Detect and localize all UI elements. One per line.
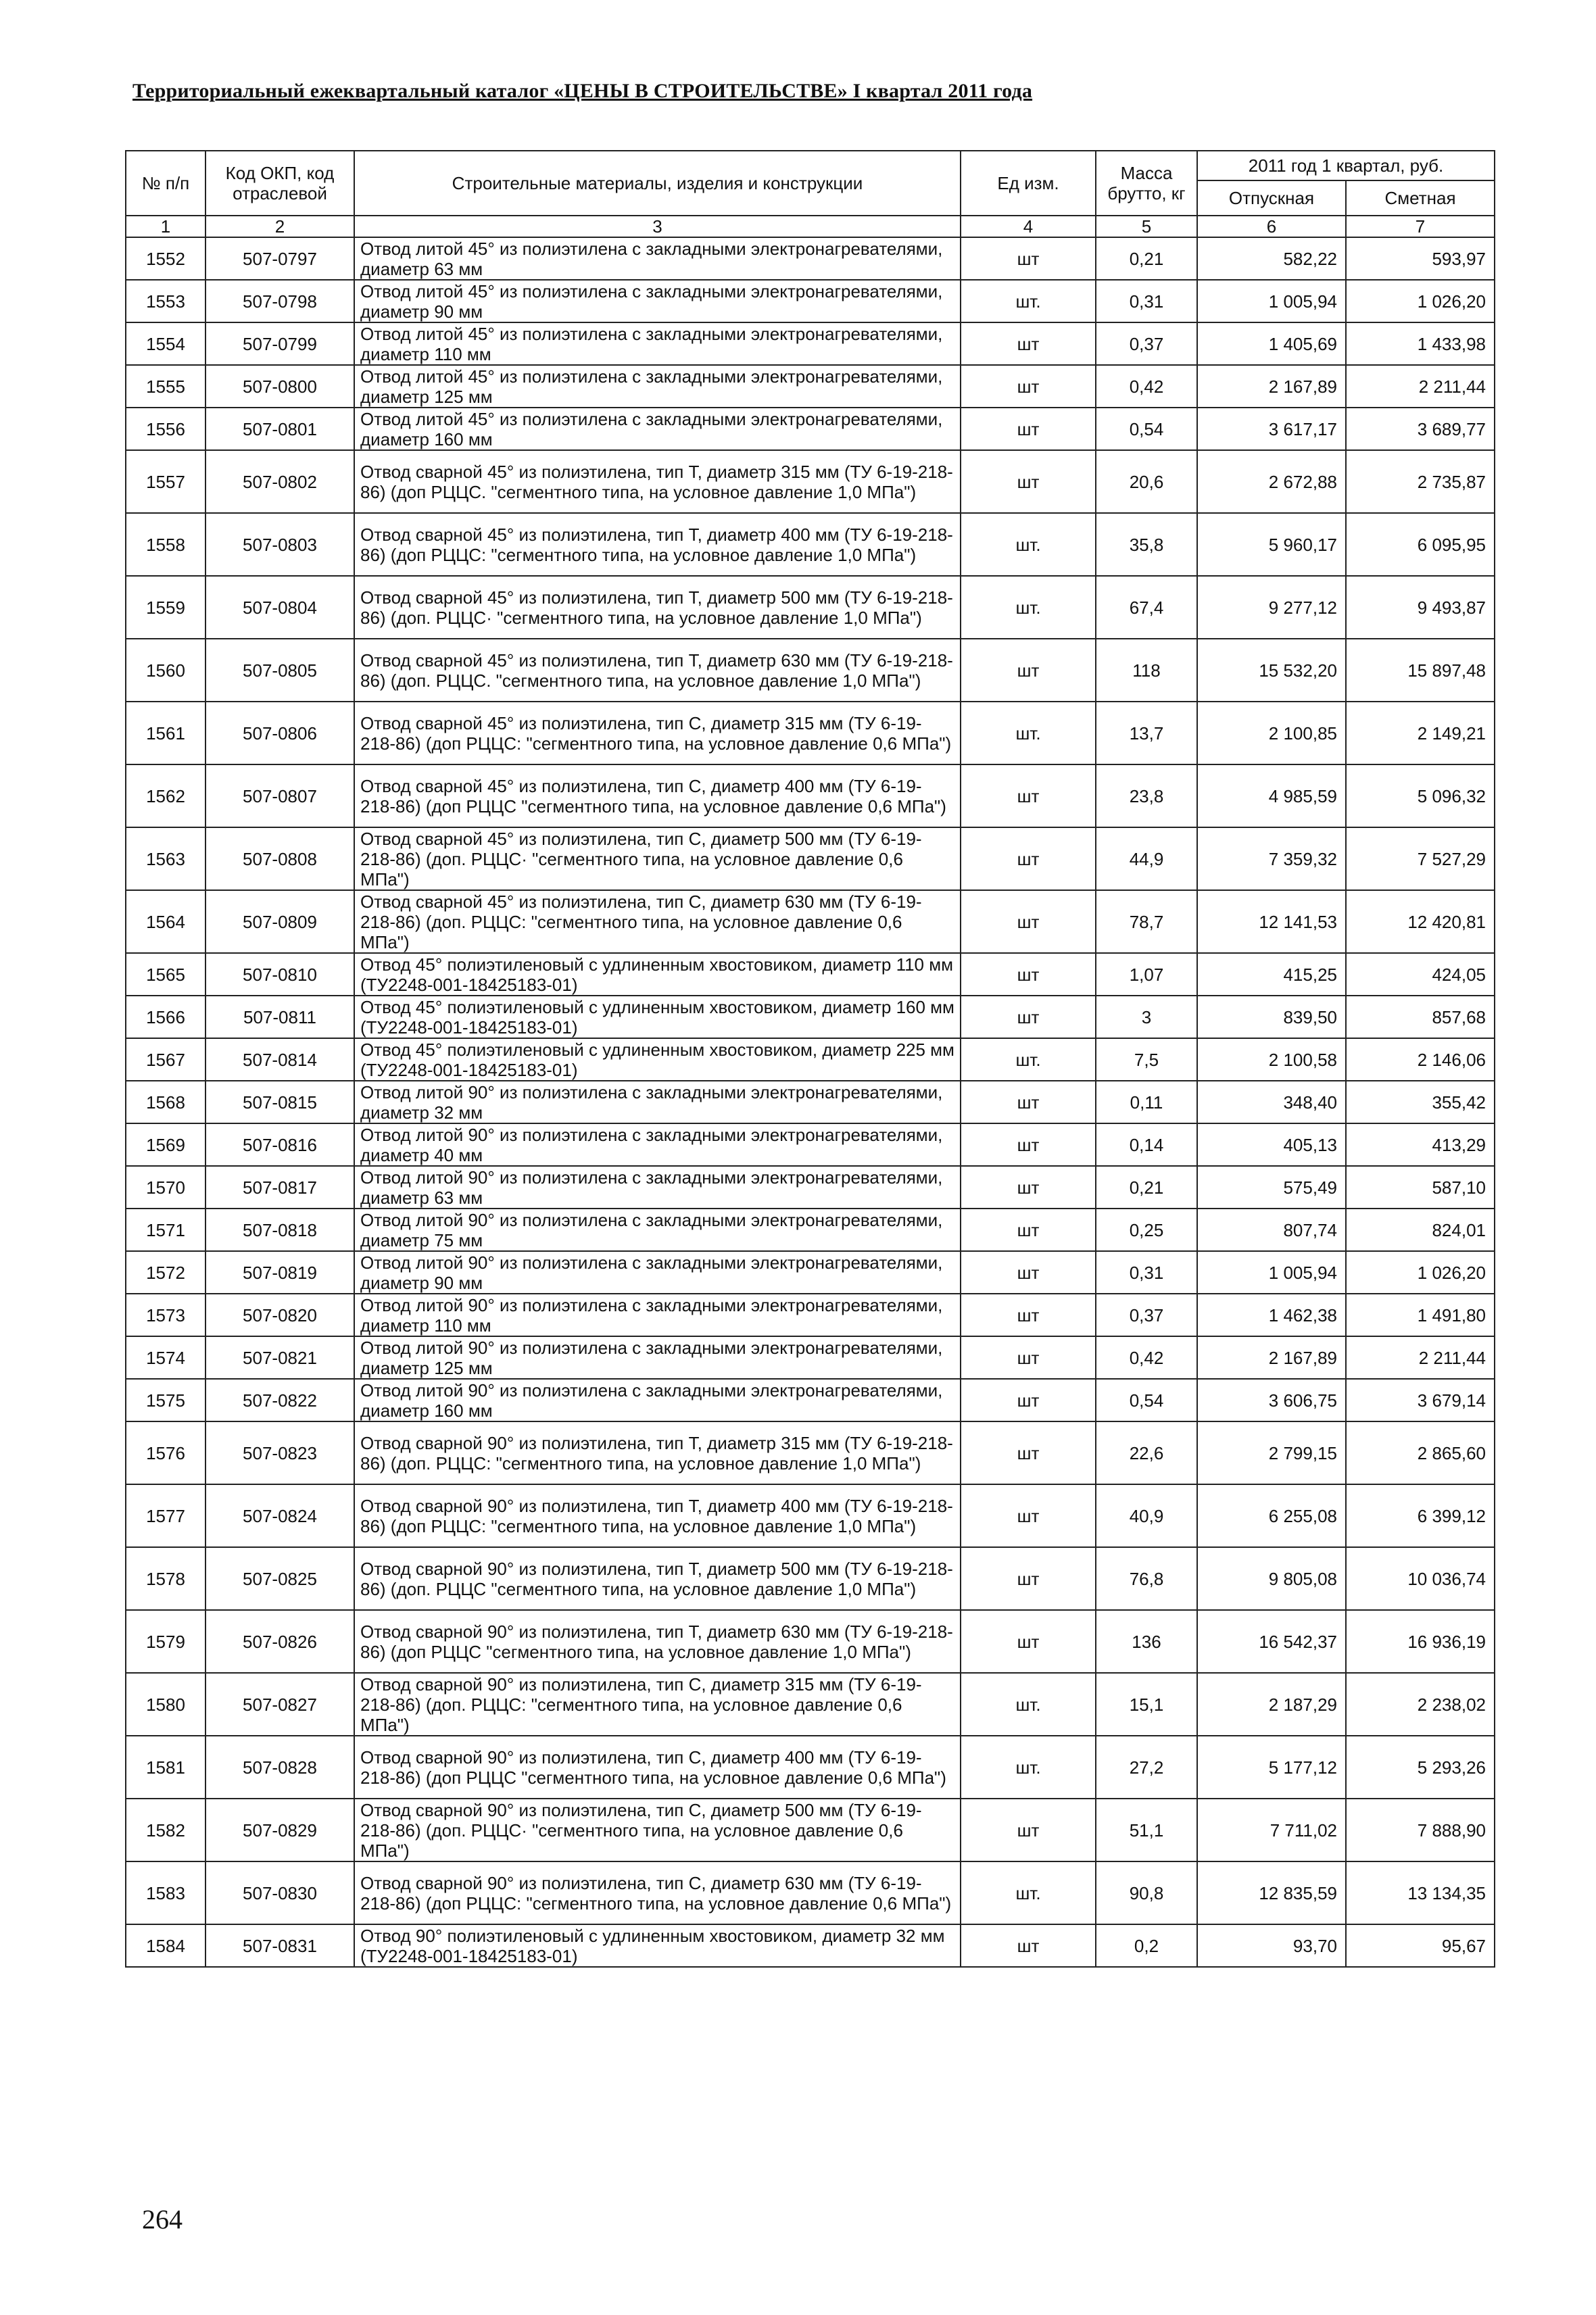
row-number: 1557 bbox=[126, 450, 205, 513]
estimate-price: 587,10 bbox=[1346, 1166, 1495, 1209]
unit-of-measure: шт bbox=[961, 365, 1096, 408]
estimate-price: 6 095,95 bbox=[1346, 513, 1495, 576]
release-price: 348,40 bbox=[1197, 1081, 1346, 1123]
estimate-price: 1 491,80 bbox=[1346, 1294, 1495, 1336]
estimate-price: 2 149,21 bbox=[1346, 702, 1495, 764]
unit-of-measure: шт bbox=[961, 639, 1096, 702]
unit-of-measure: шт bbox=[961, 1336, 1096, 1379]
okp-code: 507-0799 bbox=[205, 322, 354, 365]
estimate-price: 2 211,44 bbox=[1346, 1336, 1495, 1379]
column-number: 5 bbox=[1096, 216, 1197, 237]
okp-code: 507-0815 bbox=[205, 1081, 354, 1123]
row-number: 1562 bbox=[126, 764, 205, 827]
header-row-top bbox=[126, 151, 1495, 180]
unit-of-measure: шт bbox=[961, 827, 1096, 890]
estimate-price: 95,67 bbox=[1346, 1924, 1495, 1967]
row-number: 1576 bbox=[126, 1421, 205, 1484]
gross-mass: 35,8 bbox=[1096, 513, 1197, 576]
table-row bbox=[126, 513, 1495, 576]
unit-of-measure: шт bbox=[961, 237, 1096, 280]
table-body bbox=[126, 237, 1495, 1967]
table-row bbox=[126, 1336, 1495, 1379]
release-price: 5 960,17 bbox=[1197, 513, 1346, 576]
gross-mass: 22,6 bbox=[1096, 1421, 1197, 1484]
row-number: 1556 bbox=[126, 408, 205, 450]
release-price: 582,22 bbox=[1197, 237, 1346, 280]
row-number: 1577 bbox=[126, 1484, 205, 1547]
release-price: 2 799,15 bbox=[1197, 1421, 1346, 1484]
row-number: 1575 bbox=[126, 1379, 205, 1421]
material-name: Отвод литой 90° из полиэтилена с закладными электронагревателями, диаметр 125 мм bbox=[354, 1336, 961, 1379]
okp-code: 507-0824 bbox=[205, 1484, 354, 1547]
estimate-price: 355,42 bbox=[1346, 1081, 1495, 1123]
gross-mass: 0,31 bbox=[1096, 280, 1197, 322]
gross-mass: 0,21 bbox=[1096, 1166, 1197, 1209]
table-row bbox=[126, 1166, 1495, 1209]
okp-code: 507-0806 bbox=[205, 702, 354, 764]
okp-code: 507-0800 bbox=[205, 365, 354, 408]
release-price: 2 100,85 bbox=[1197, 702, 1346, 764]
table-row bbox=[126, 1379, 1495, 1421]
estimate-price: 2 146,06 bbox=[1346, 1038, 1495, 1081]
okp-code: 507-0814 bbox=[205, 1038, 354, 1081]
release-price: 839,50 bbox=[1197, 996, 1346, 1038]
release-price: 2 167,89 bbox=[1197, 365, 1346, 408]
estimate-price: 6 399,12 bbox=[1346, 1484, 1495, 1547]
column-number: 1 bbox=[126, 216, 205, 237]
okp-code: 507-0804 bbox=[205, 576, 354, 639]
row-number: 1552 bbox=[126, 237, 205, 280]
release-price: 1 005,94 bbox=[1197, 280, 1346, 322]
estimate-price: 9 493,87 bbox=[1346, 576, 1495, 639]
estimate-price: 5 293,26 bbox=[1346, 1736, 1495, 1799]
material-name: Отвод сварной 45° из полиэтилена, тип Т, диаметр 630 мм (ТУ 6-19-218-86) (доп. РЦЦС. "сегментного типа, на условное давление 1,0 МПа") bbox=[354, 639, 961, 702]
okp-code: 507-0825 bbox=[205, 1547, 354, 1610]
release-price: 15 532,20 bbox=[1197, 639, 1346, 702]
release-price: 2 672,88 bbox=[1197, 450, 1346, 513]
column-number: 3 bbox=[354, 216, 961, 237]
gross-mass: 136 bbox=[1096, 1610, 1197, 1673]
estimate-price: 15 897,48 bbox=[1346, 639, 1495, 702]
okp-code: 507-0828 bbox=[205, 1736, 354, 1799]
material-name: Отвод литой 45° из полиэтилена с закладными электронагревателями, диаметр 63 мм bbox=[354, 237, 961, 280]
release-price: 9 277,12 bbox=[1197, 576, 1346, 639]
header-mass: Масса брутто, кг bbox=[1096, 151, 1197, 216]
row-number: 1568 bbox=[126, 1081, 205, 1123]
estimate-price: 424,05 bbox=[1346, 953, 1495, 996]
okp-code: 507-0808 bbox=[205, 827, 354, 890]
unit-of-measure: шт bbox=[961, 450, 1096, 513]
material-name: Отвод литой 90° из полиэтилена с закладными электронагревателями, диаметр 63 мм bbox=[354, 1166, 961, 1209]
row-number: 1555 bbox=[126, 365, 205, 408]
okp-code: 507-0802 bbox=[205, 450, 354, 513]
table-row bbox=[126, 1736, 1495, 1799]
row-number: 1578 bbox=[126, 1547, 205, 1610]
row-number: 1566 bbox=[126, 996, 205, 1038]
estimate-price: 1 026,20 bbox=[1346, 280, 1495, 322]
column-number-row bbox=[126, 216, 1495, 237]
unit-of-measure: шт bbox=[961, 1081, 1096, 1123]
gross-mass: 78,7 bbox=[1096, 890, 1197, 953]
table-row bbox=[126, 1799, 1495, 1861]
row-number: 1579 bbox=[126, 1610, 205, 1673]
estimate-price: 824,01 bbox=[1346, 1209, 1495, 1251]
release-price: 415,25 bbox=[1197, 953, 1346, 996]
gross-mass: 118 bbox=[1096, 639, 1197, 702]
header-period: 2011 год 1 квартал, руб. bbox=[1197, 151, 1495, 180]
table-row bbox=[126, 1484, 1495, 1547]
material-name: Отвод сварной 90° из полиэтилена, тип С, диаметр 315 мм (ТУ 6-19-218-86) (доп. РЦЦС: "сегментного типа, на условное давление 0,6 МПа") bbox=[354, 1673, 961, 1736]
gross-mass: 40,9 bbox=[1096, 1484, 1197, 1547]
unit-of-measure: шт bbox=[961, 1294, 1096, 1336]
okp-code: 507-0829 bbox=[205, 1799, 354, 1861]
material-name: Отвод сварной 45° из полиэтилена, тип С, диаметр 500 мм (ТУ 6-19-218-86) (доп. РЦЦС· "сегментного типа, на условное давление 0,6 МПа") bbox=[354, 827, 961, 890]
unit-of-measure: шт bbox=[961, 996, 1096, 1038]
gross-mass: 0,37 bbox=[1096, 322, 1197, 365]
estimate-price: 7 888,90 bbox=[1346, 1799, 1495, 1861]
release-price: 2 167,89 bbox=[1197, 1336, 1346, 1379]
gross-mass: 0,14 bbox=[1096, 1123, 1197, 1166]
release-price: 93,70 bbox=[1197, 1924, 1346, 1967]
gross-mass: 0,21 bbox=[1096, 237, 1197, 280]
row-number: 1569 bbox=[126, 1123, 205, 1166]
row-number: 1583 bbox=[126, 1861, 205, 1924]
row-number: 1581 bbox=[126, 1736, 205, 1799]
okp-code: 507-0831 bbox=[205, 1924, 354, 1967]
row-number: 1564 bbox=[126, 890, 205, 953]
column-number: 7 bbox=[1346, 216, 1495, 237]
estimate-price: 13 134,35 bbox=[1346, 1861, 1495, 1924]
header-code: Код ОКП, код отраслевой bbox=[205, 151, 354, 216]
gross-mass: 0,42 bbox=[1096, 365, 1197, 408]
table-row bbox=[126, 764, 1495, 827]
gross-mass: 51,1 bbox=[1096, 1799, 1197, 1861]
gross-mass: 3 bbox=[1096, 996, 1197, 1038]
row-number: 1573 bbox=[126, 1294, 205, 1336]
release-price: 4 985,59 bbox=[1197, 764, 1346, 827]
unit-of-measure: шт bbox=[961, 1547, 1096, 1610]
gross-mass: 15,1 bbox=[1096, 1673, 1197, 1736]
unit-of-measure: шт bbox=[961, 1421, 1096, 1484]
release-price: 1 405,69 bbox=[1197, 322, 1346, 365]
table-row bbox=[126, 1673, 1495, 1736]
running-title: Территориальный ежеквартальный каталог «ЦЕНЫ В СТРОИТЕЛЬСТВЕ» I квартал 2011 года bbox=[132, 80, 1033, 102]
release-price: 2 100,58 bbox=[1197, 1038, 1346, 1081]
release-price: 7 711,02 bbox=[1197, 1799, 1346, 1861]
header-name: Строительные материалы, изделия и конструкции bbox=[354, 151, 961, 216]
gross-mass: 0,54 bbox=[1096, 1379, 1197, 1421]
table-row bbox=[126, 827, 1495, 890]
header-unit: Ед изм. bbox=[961, 151, 1096, 216]
unit-of-measure: шт bbox=[961, 1924, 1096, 1967]
header-num: № п/п bbox=[126, 151, 205, 216]
unit-of-measure: шт bbox=[961, 1209, 1096, 1251]
okp-code: 507-0811 bbox=[205, 996, 354, 1038]
gross-mass: 0,42 bbox=[1096, 1336, 1197, 1379]
table-row bbox=[126, 953, 1495, 996]
unit-of-measure: шт bbox=[961, 764, 1096, 827]
row-number: 1559 bbox=[126, 576, 205, 639]
okp-code: 507-0822 bbox=[205, 1379, 354, 1421]
okp-code: 507-0803 bbox=[205, 513, 354, 576]
row-number: 1580 bbox=[126, 1673, 205, 1736]
estimate-price: 593,97 bbox=[1346, 237, 1495, 280]
material-name: Отвод сварной 90° из полиэтилена, тип Т, диаметр 400 мм (ТУ 6-19-218-86) (доп РЦЦС: "сегментного типа, на условное давление 1,0 МПа") bbox=[354, 1484, 961, 1547]
unit-of-measure: шт bbox=[961, 1484, 1096, 1547]
unit-of-measure: шт bbox=[961, 890, 1096, 953]
material-name: Отвод литой 45° из полиэтилена с закладными электронагревателями, диаметр 160 мм bbox=[354, 408, 961, 450]
unit-of-measure: шт. bbox=[961, 513, 1096, 576]
header-release-price: Отпускная bbox=[1197, 180, 1346, 216]
estimate-price: 1 433,98 bbox=[1346, 322, 1495, 365]
material-name: Отвод литой 90° из полиэтилена с закладными электронагревателями, диаметр 40 мм bbox=[354, 1123, 961, 1166]
table-row bbox=[126, 1123, 1495, 1166]
okp-code: 507-0819 bbox=[205, 1251, 354, 1294]
okp-code: 507-0809 bbox=[205, 890, 354, 953]
unit-of-measure: шт. bbox=[961, 1673, 1096, 1736]
material-name: Отвод литой 45° из полиэтилена с закладными электронагревателями, диаметр 125 мм bbox=[354, 365, 961, 408]
table-row bbox=[126, 576, 1495, 639]
material-name: Отвод 45° полиэтиленовый с удлиненным хвостовиком, диаметр 225 мм (ТУ2248-001-18425183-01) bbox=[354, 1038, 961, 1081]
material-name: Отвод литой 90° из полиэтилена с закладными электронагревателями, диаметр 90 мм bbox=[354, 1251, 961, 1294]
unit-of-measure: шт. bbox=[961, 280, 1096, 322]
column-number: 6 bbox=[1197, 216, 1346, 237]
release-price: 575,49 bbox=[1197, 1166, 1346, 1209]
estimate-price: 413,29 bbox=[1346, 1123, 1495, 1166]
material-name: Отвод сварной 90° из полиэтилена, тип Т, диаметр 630 мм (ТУ 6-19-218-86) (доп РЦЦС "сегментного типа, на условное давление 1,0 МПа") bbox=[354, 1610, 961, 1673]
material-name: Отвод 90° полиэтиленовый с удлиненным хвостовиком, диаметр 32 мм (ТУ2248-001-18425183-01) bbox=[354, 1924, 961, 1967]
material-name: Отвод сварной 45° из полиэтилена, тип С, диаметр 400 мм (ТУ 6-19-218-86) (доп РЦЦС "сегментного типа, на условное давление 0,6 МПа") bbox=[354, 764, 961, 827]
gross-mass: 1,07 bbox=[1096, 953, 1197, 996]
unit-of-measure: шт. bbox=[961, 1736, 1096, 1799]
table-row bbox=[126, 639, 1495, 702]
unit-of-measure: шт. bbox=[961, 1038, 1096, 1081]
estimate-price: 1 026,20 bbox=[1346, 1251, 1495, 1294]
unit-of-measure: шт bbox=[961, 1123, 1096, 1166]
okp-code: 507-0810 bbox=[205, 953, 354, 996]
estimate-price: 16 936,19 bbox=[1346, 1610, 1495, 1673]
release-price: 2 187,29 bbox=[1197, 1673, 1346, 1736]
table-row bbox=[126, 702, 1495, 764]
table-row bbox=[126, 450, 1495, 513]
column-number: 2 bbox=[205, 216, 354, 237]
unit-of-measure: шт bbox=[961, 953, 1096, 996]
table-row bbox=[126, 280, 1495, 322]
header-estimate-price: Сметная bbox=[1346, 180, 1495, 216]
table-row bbox=[126, 996, 1495, 1038]
gross-mass: 7,5 bbox=[1096, 1038, 1197, 1081]
okp-code: 507-0820 bbox=[205, 1294, 354, 1336]
release-price: 1 005,94 bbox=[1197, 1251, 1346, 1294]
column-number: 4 bbox=[961, 216, 1096, 237]
unit-of-measure: шт. bbox=[961, 576, 1096, 639]
row-number: 1554 bbox=[126, 322, 205, 365]
gross-mass: 67,4 bbox=[1096, 576, 1197, 639]
page-number: 264 bbox=[142, 2204, 183, 2235]
material-name: Отвод сварной 45° из полиэтилена, тип Т, диаметр 315 мм (ТУ 6-19-218-86) (доп РЦЦС. "сегментного типа, на условное давление 1,0 МПа") bbox=[354, 450, 961, 513]
table-row bbox=[126, 322, 1495, 365]
material-name: Отвод сварной 90° из полиэтилена, тип Т, диаметр 500 мм (ТУ 6-19-218-86) (доп. РЦЦС "сегментного типа, на условное давление 1,0 МПа") bbox=[354, 1547, 961, 1610]
estimate-price: 857,68 bbox=[1346, 996, 1495, 1038]
release-price: 12 141,53 bbox=[1197, 890, 1346, 953]
estimate-price: 5 096,32 bbox=[1346, 764, 1495, 827]
row-number: 1565 bbox=[126, 953, 205, 996]
okp-code: 507-0805 bbox=[205, 639, 354, 702]
gross-mass: 0,25 bbox=[1096, 1209, 1197, 1251]
material-name: Отвод сварной 45° из полиэтилена, тип С, диаметр 315 мм (ТУ 6-19-218-86) (доп РЦЦС: "сегментного типа, на условное давление 0,6 МПа") bbox=[354, 702, 961, 764]
estimate-price: 2 735,87 bbox=[1346, 450, 1495, 513]
row-number: 1553 bbox=[126, 280, 205, 322]
unit-of-measure: шт bbox=[961, 322, 1096, 365]
okp-code: 507-0797 bbox=[205, 237, 354, 280]
material-name: Отвод 45° полиэтиленовый с удлиненным хвостовиком, диаметр 160 мм (ТУ2248-001-18425183-01) bbox=[354, 996, 961, 1038]
release-price: 807,74 bbox=[1197, 1209, 1346, 1251]
unit-of-measure: шт bbox=[961, 1379, 1096, 1421]
estimate-price: 12 420,81 bbox=[1346, 890, 1495, 953]
gross-mass: 0,11 bbox=[1096, 1081, 1197, 1123]
table-row bbox=[126, 1610, 1495, 1673]
table-row bbox=[126, 890, 1495, 953]
gross-mass: 0,54 bbox=[1096, 408, 1197, 450]
table-row bbox=[126, 1251, 1495, 1294]
release-price: 405,13 bbox=[1197, 1123, 1346, 1166]
row-number: 1571 bbox=[126, 1209, 205, 1251]
gross-mass: 90,8 bbox=[1096, 1861, 1197, 1924]
gross-mass: 0,37 bbox=[1096, 1294, 1197, 1336]
table-row bbox=[126, 1038, 1495, 1081]
okp-code: 507-0807 bbox=[205, 764, 354, 827]
row-number: 1560 bbox=[126, 639, 205, 702]
material-name: Отвод литой 90° из полиэтилена с закладными электронагревателями, диаметр 160 мм bbox=[354, 1379, 961, 1421]
unit-of-measure: шт. bbox=[961, 702, 1096, 764]
okp-code: 507-0801 bbox=[205, 408, 354, 450]
unit-of-measure: шт bbox=[961, 1610, 1096, 1673]
gross-mass: 0,31 bbox=[1096, 1251, 1197, 1294]
okp-code: 507-0818 bbox=[205, 1209, 354, 1251]
estimate-price: 2 238,02 bbox=[1346, 1673, 1495, 1736]
release-price: 7 359,32 bbox=[1197, 827, 1346, 890]
okp-code: 507-0823 bbox=[205, 1421, 354, 1484]
gross-mass: 20,6 bbox=[1096, 450, 1197, 513]
table-row bbox=[126, 1547, 1495, 1610]
release-price: 6 255,08 bbox=[1197, 1484, 1346, 1547]
table-row bbox=[126, 408, 1495, 450]
row-number: 1567 bbox=[126, 1038, 205, 1081]
release-price: 16 542,37 bbox=[1197, 1610, 1346, 1673]
unit-of-measure: шт bbox=[961, 1251, 1096, 1294]
table-row bbox=[126, 1924, 1495, 1967]
gross-mass: 23,8 bbox=[1096, 764, 1197, 827]
release-price: 3 606,75 bbox=[1197, 1379, 1346, 1421]
row-number: 1574 bbox=[126, 1336, 205, 1379]
unit-of-measure: шт bbox=[961, 1166, 1096, 1209]
material-name: Отвод литой 45° из полиэтилена с закладными электронагревателями, диаметр 90 мм bbox=[354, 280, 961, 322]
material-name: Отвод литой 45° из полиэтилена с закладными электронагревателями, диаметр 110 мм bbox=[354, 322, 961, 365]
release-price: 1 462,38 bbox=[1197, 1294, 1346, 1336]
table-row bbox=[126, 1294, 1495, 1336]
okp-code: 507-0826 bbox=[205, 1610, 354, 1673]
release-price: 12 835,59 bbox=[1197, 1861, 1346, 1924]
unit-of-measure: шт bbox=[961, 408, 1096, 450]
release-price: 3 617,17 bbox=[1197, 408, 1346, 450]
table-row bbox=[126, 1209, 1495, 1251]
unit-of-measure: шт bbox=[961, 1799, 1096, 1861]
table-row bbox=[126, 1861, 1495, 1924]
table-row bbox=[126, 365, 1495, 408]
release-price: 9 805,08 bbox=[1197, 1547, 1346, 1610]
gross-mass: 13,7 bbox=[1096, 702, 1197, 764]
material-name: Отвод литой 90° из полиэтилена с закладными электронагревателями, диаметр 75 мм bbox=[354, 1209, 961, 1251]
table-row bbox=[126, 237, 1495, 280]
table-row bbox=[126, 1421, 1495, 1484]
row-number: 1563 bbox=[126, 827, 205, 890]
okp-code: 507-0821 bbox=[205, 1336, 354, 1379]
okp-code: 507-0816 bbox=[205, 1123, 354, 1166]
okp-code: 507-0830 bbox=[205, 1861, 354, 1924]
okp-code: 507-0817 bbox=[205, 1166, 354, 1209]
material-name: Отвод сварной 90° из полиэтилена, тип С, диаметр 400 мм (ТУ 6-19-218-86) (доп РЦЦС "сегментного типа, на условное давление 0,6 МПа") bbox=[354, 1736, 961, 1799]
material-name: Отвод сварной 45° из полиэтилена, тип Т, диаметр 400 мм (ТУ 6-19-218-86) (доп РЦЦС: "сегментного типа, на условное давление 1,0 МПа") bbox=[354, 513, 961, 576]
material-name: Отвод 45° полиэтиленовый с удлиненным хвостовиком, диаметр 110 мм (ТУ2248-001-18425183-01) bbox=[354, 953, 961, 996]
row-number: 1584 bbox=[126, 1924, 205, 1967]
material-name: Отвод сварной 45° из полиэтилена, тип С, диаметр 630 мм (ТУ 6-19-218-86) (доп. РЦЦС: "сегментного типа, на условное давление 0,6 МПа") bbox=[354, 890, 961, 953]
table-row bbox=[126, 1081, 1495, 1123]
gross-mass: 44,9 bbox=[1096, 827, 1197, 890]
material-name: Отвод сварной 90° из полиэтилена, тип С, диаметр 630 мм (ТУ 6-19-218-86) (доп РЦЦС: "сегментного типа, на условное давление 0,6 МПа") bbox=[354, 1861, 961, 1924]
row-number: 1582 bbox=[126, 1799, 205, 1861]
gross-mass: 0,2 bbox=[1096, 1924, 1197, 1967]
unit-of-measure: шт. bbox=[961, 1861, 1096, 1924]
estimate-price: 3 679,14 bbox=[1346, 1379, 1495, 1421]
row-number: 1572 bbox=[126, 1251, 205, 1294]
estimate-price: 2 211,44 bbox=[1346, 365, 1495, 408]
material-name: Отвод литой 90° из полиэтилена с закладными электронагревателями, диаметр 32 мм bbox=[354, 1081, 961, 1123]
material-name: Отвод сварной 90° из полиэтилена, тип Т, диаметр 315 мм (ТУ 6-19-218-86) (доп. РЦЦС: "сегментного типа, на условное давление 1,0 МПа") bbox=[354, 1421, 961, 1484]
okp-code: 507-0827 bbox=[205, 1673, 354, 1736]
estimate-price: 2 865,60 bbox=[1346, 1421, 1495, 1484]
okp-code: 507-0798 bbox=[205, 280, 354, 322]
estimate-price: 10 036,74 bbox=[1346, 1547, 1495, 1610]
estimate-price: 7 527,29 bbox=[1346, 827, 1495, 890]
gross-mass: 76,8 bbox=[1096, 1547, 1197, 1610]
row-number: 1558 bbox=[126, 513, 205, 576]
price-table bbox=[125, 150, 1495, 1968]
row-number: 1570 bbox=[126, 1166, 205, 1209]
row-number: 1561 bbox=[126, 702, 205, 764]
gross-mass: 27,2 bbox=[1096, 1736, 1197, 1799]
material-name: Отвод литой 90° из полиэтилена с закладными электронагревателями, диаметр 110 мм bbox=[354, 1294, 961, 1336]
material-name: Отвод сварной 90° из полиэтилена, тип С, диаметр 500 мм (ТУ 6-19-218-86) (доп. РЦЦС· "сегментного типа, на условное давление 0,6 МПа") bbox=[354, 1799, 961, 1861]
release-price: 5 177,12 bbox=[1197, 1736, 1346, 1799]
material-name: Отвод сварной 45° из полиэтилена, тип Т, диаметр 500 мм (ТУ 6-19-218-86) (доп. РЦЦС· "сегментного типа, на условное давление 1,0 МПа") bbox=[354, 576, 961, 639]
estimate-price: 3 689,77 bbox=[1346, 408, 1495, 450]
